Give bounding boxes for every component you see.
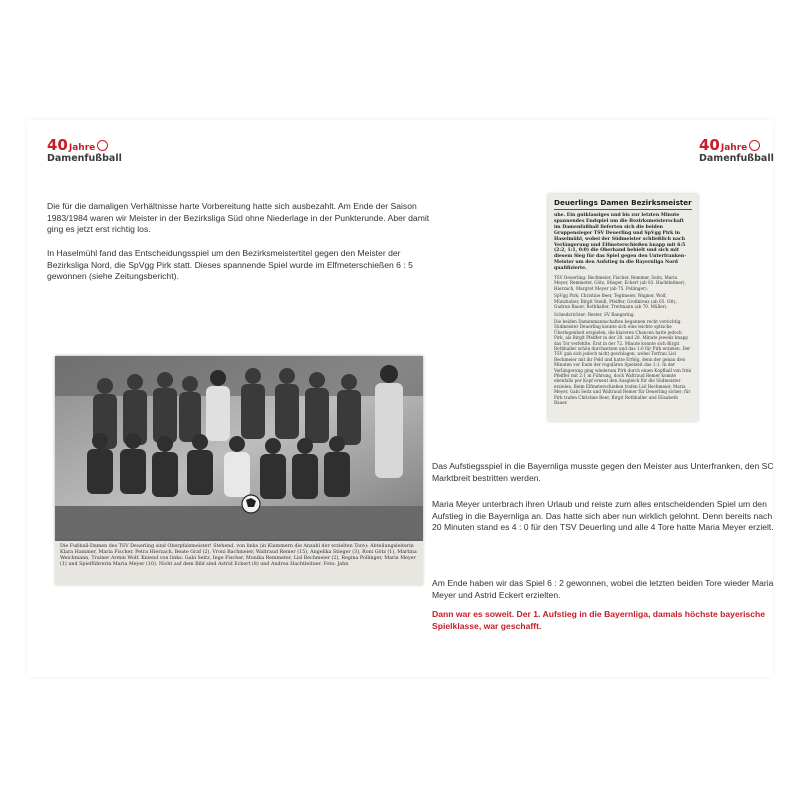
logo-word: Jahre bbox=[68, 143, 96, 153]
clipping-lead: uhe. Ein gutklassiges und bis zur letzten Minute spannendes Endspiel um die Bezirksmeisterschaft im Damenfußball lieferten sich die beiden Gruppensieger TSV Deuerling und SpVgg Pirk in Haselmühl, wobei der Südmeister schließlich nach Verlängerung und Elfmeterschießen knapp mit 6:5 (2:2, 1:1, 0:0) die Oberhand behielt und sich mit diesem Sieg für das Spiel gegen den Unterfranken-Meister um den Aufstieg in die Bayernliga Nord qualifizierte. bbox=[554, 213, 687, 272]
document-page bbox=[27, 120, 773, 677]
clipping-referee: Schiedsrichter: Rester, SV Rangering. bbox=[554, 311, 635, 317]
logo-word: Jahre bbox=[720, 143, 748, 153]
photo-caption bbox=[55, 541, 423, 585]
paragraph-preparation: Die für die damaligen Verhältnisse harte Vorbereitung hatte sich ausbezahlt. Am Ende der Saison 1983/1984 waren wir Meister in der Bezirksliga Süd ohne Niederlage in der Punkterunde. Aber damit ging es jetzt erst richtig los. bbox=[47, 201, 430, 235]
team-photo-image bbox=[55, 356, 423, 541]
photo-caption-text: Die Fußball-Damen des TSV Deuerling sind Oberpfalzmeister! Stehend, von links (in Klammern die Anzahl der erzielten Tore): Abteilungsleiterin Klara Hammer, Maria Fischer, Petra Hierzach, Beate Graf (2), Vroni Bachmeier, Waltraud Remer (15), Angelika Stieger (3), Roni Götz (1), Martina Weichmann, Trainer Armin Wolf. Kniend von links: Gabi Seitz, Inge Fischer, Monika Remmeter, Lisl Bechmeier (2), Regina Pollinger, Maria Meyer (1) und Spielführerin Maria Meyer (10). Nicht auf dem Bild sind Astrid Eckert (8) und Andrea Hachtleitner. Foto: Jahn bbox=[60, 544, 417, 567]
clipping-report: Die beiden Damenmannschaften begannen recht vorsichtig. Südmeister Deuerling konnte sich eine leichte optische Überlegenheit erspielen, die klareren Chancen hatte jedoch Pirk, als Birgit Pfeiffer in der 20. und 28. Minute jeweils knapp das Tor verfehlte. Erst in der 72. Minute konnte sich Birgit Rothhaller schön durchsetzen und das 1:0 für Pirk erzielen. Der TSV gab sich jedoch nicht geschlagen, wobei Torfrau Lisl Bechmeier mit ihr Feld und hatte Erfolg, denn der genau drei Minuten vor Ende der regulären Spielzeit das 1:1. In der Verlängerung ging wiederum Pirk durch einen Kopfball von Irmi Pfeiffer mit 2:1 in Führung, doch Waltraud Remer konnte ebenfalls per Kopf erneut den Ausgleich für die Südmeister erzielen. Beim Elfmeterschießen trafen Lisl Bechmeier, Maria Meyer, Gabi Seitz und Waltraud Remer für Deuerling sicher; für Pirk trafen Christine Beer, Birgit Rothhaller und Elisabeth Bauer. bbox=[554, 318, 692, 405]
logo-number: 40 bbox=[47, 136, 68, 154]
paragraph-promotion-match: Das Aufstiegsspiel in die Bayernliga musste gegen den Meister aus Unterfranken, den SC Marktbreit bestritten werden. bbox=[432, 461, 774, 483]
paragraph-district-final: In Haselmühl fand das Entscheidungsspiel um den Bezirksmeistertitel gegen den Meister der Bezirksliga Nord, die SpVgg Pirk statt. Dieses spannende Spiel wurde im Elfmeterschießen 6 : 5 gewonnen (siehe Zeitungsbericht). bbox=[47, 248, 413, 282]
football-icon bbox=[97, 140, 108, 151]
clipping-lineup-deuerling: TSV Deuerling: Bechmeier, Fischer, Remmer, Seitz, Maria Meyer, Remmeter, Götz, Stieger, Eckert (ab 83. Hachtleitner), Hierzach, Margret Meyer (ab 75. Pollinger). bbox=[554, 275, 686, 291]
logo-number: 40 bbox=[699, 136, 720, 154]
anniversary-logo bbox=[47, 138, 122, 164]
team-photo bbox=[55, 356, 423, 541]
clipping-headline: Deuerlings Damen Bezirksmeister bbox=[554, 198, 692, 210]
clipping-lineup-pirk: SpVgg Pirk: Christine Beer, Tegtmeier, Wagner, Wolf, Münzhuber, Birgit Steidl, Pfeiffer, Großkreuz (ab 65. Ott), Gudrun Bauer, Rothhaller, Treitmann (ab 70. Müller). bbox=[554, 293, 677, 310]
anniversary-logo bbox=[699, 138, 774, 164]
paragraph-promotion-achieved: Dann war es soweit. Der 1. Aufstieg in die Bayernliga, damals höchste bayerische Spielklasse, war geschafft. bbox=[432, 609, 766, 631]
newspaper-clipping bbox=[548, 194, 698, 421]
football-icon bbox=[749, 140, 760, 151]
logo-subtitle: Damenfußball bbox=[699, 153, 774, 164]
paragraph-maria-meyer: Maria Meyer unterbrach ihren Urlaub und reiste zum alles entscheidenden Spiel um den Aufstieg in die Bayernliga an. Das hatte sich aber nun wirklich gelohnt. Denn bereits nach 20 Minuten stand es 4 : 0 für den TSV Deuerling und alle 4 Tore hatte Maria Meyer erzielt. bbox=[432, 499, 774, 533]
logo-subtitle: Damenfußball bbox=[47, 153, 122, 164]
paragraph-final-score: Am Ende haben wir das Spiel 6 : 2 gewonnen, wobei die letzten beiden Tore wieder Maria Meyer und Astrid Eckert erzielten. bbox=[432, 578, 774, 600]
